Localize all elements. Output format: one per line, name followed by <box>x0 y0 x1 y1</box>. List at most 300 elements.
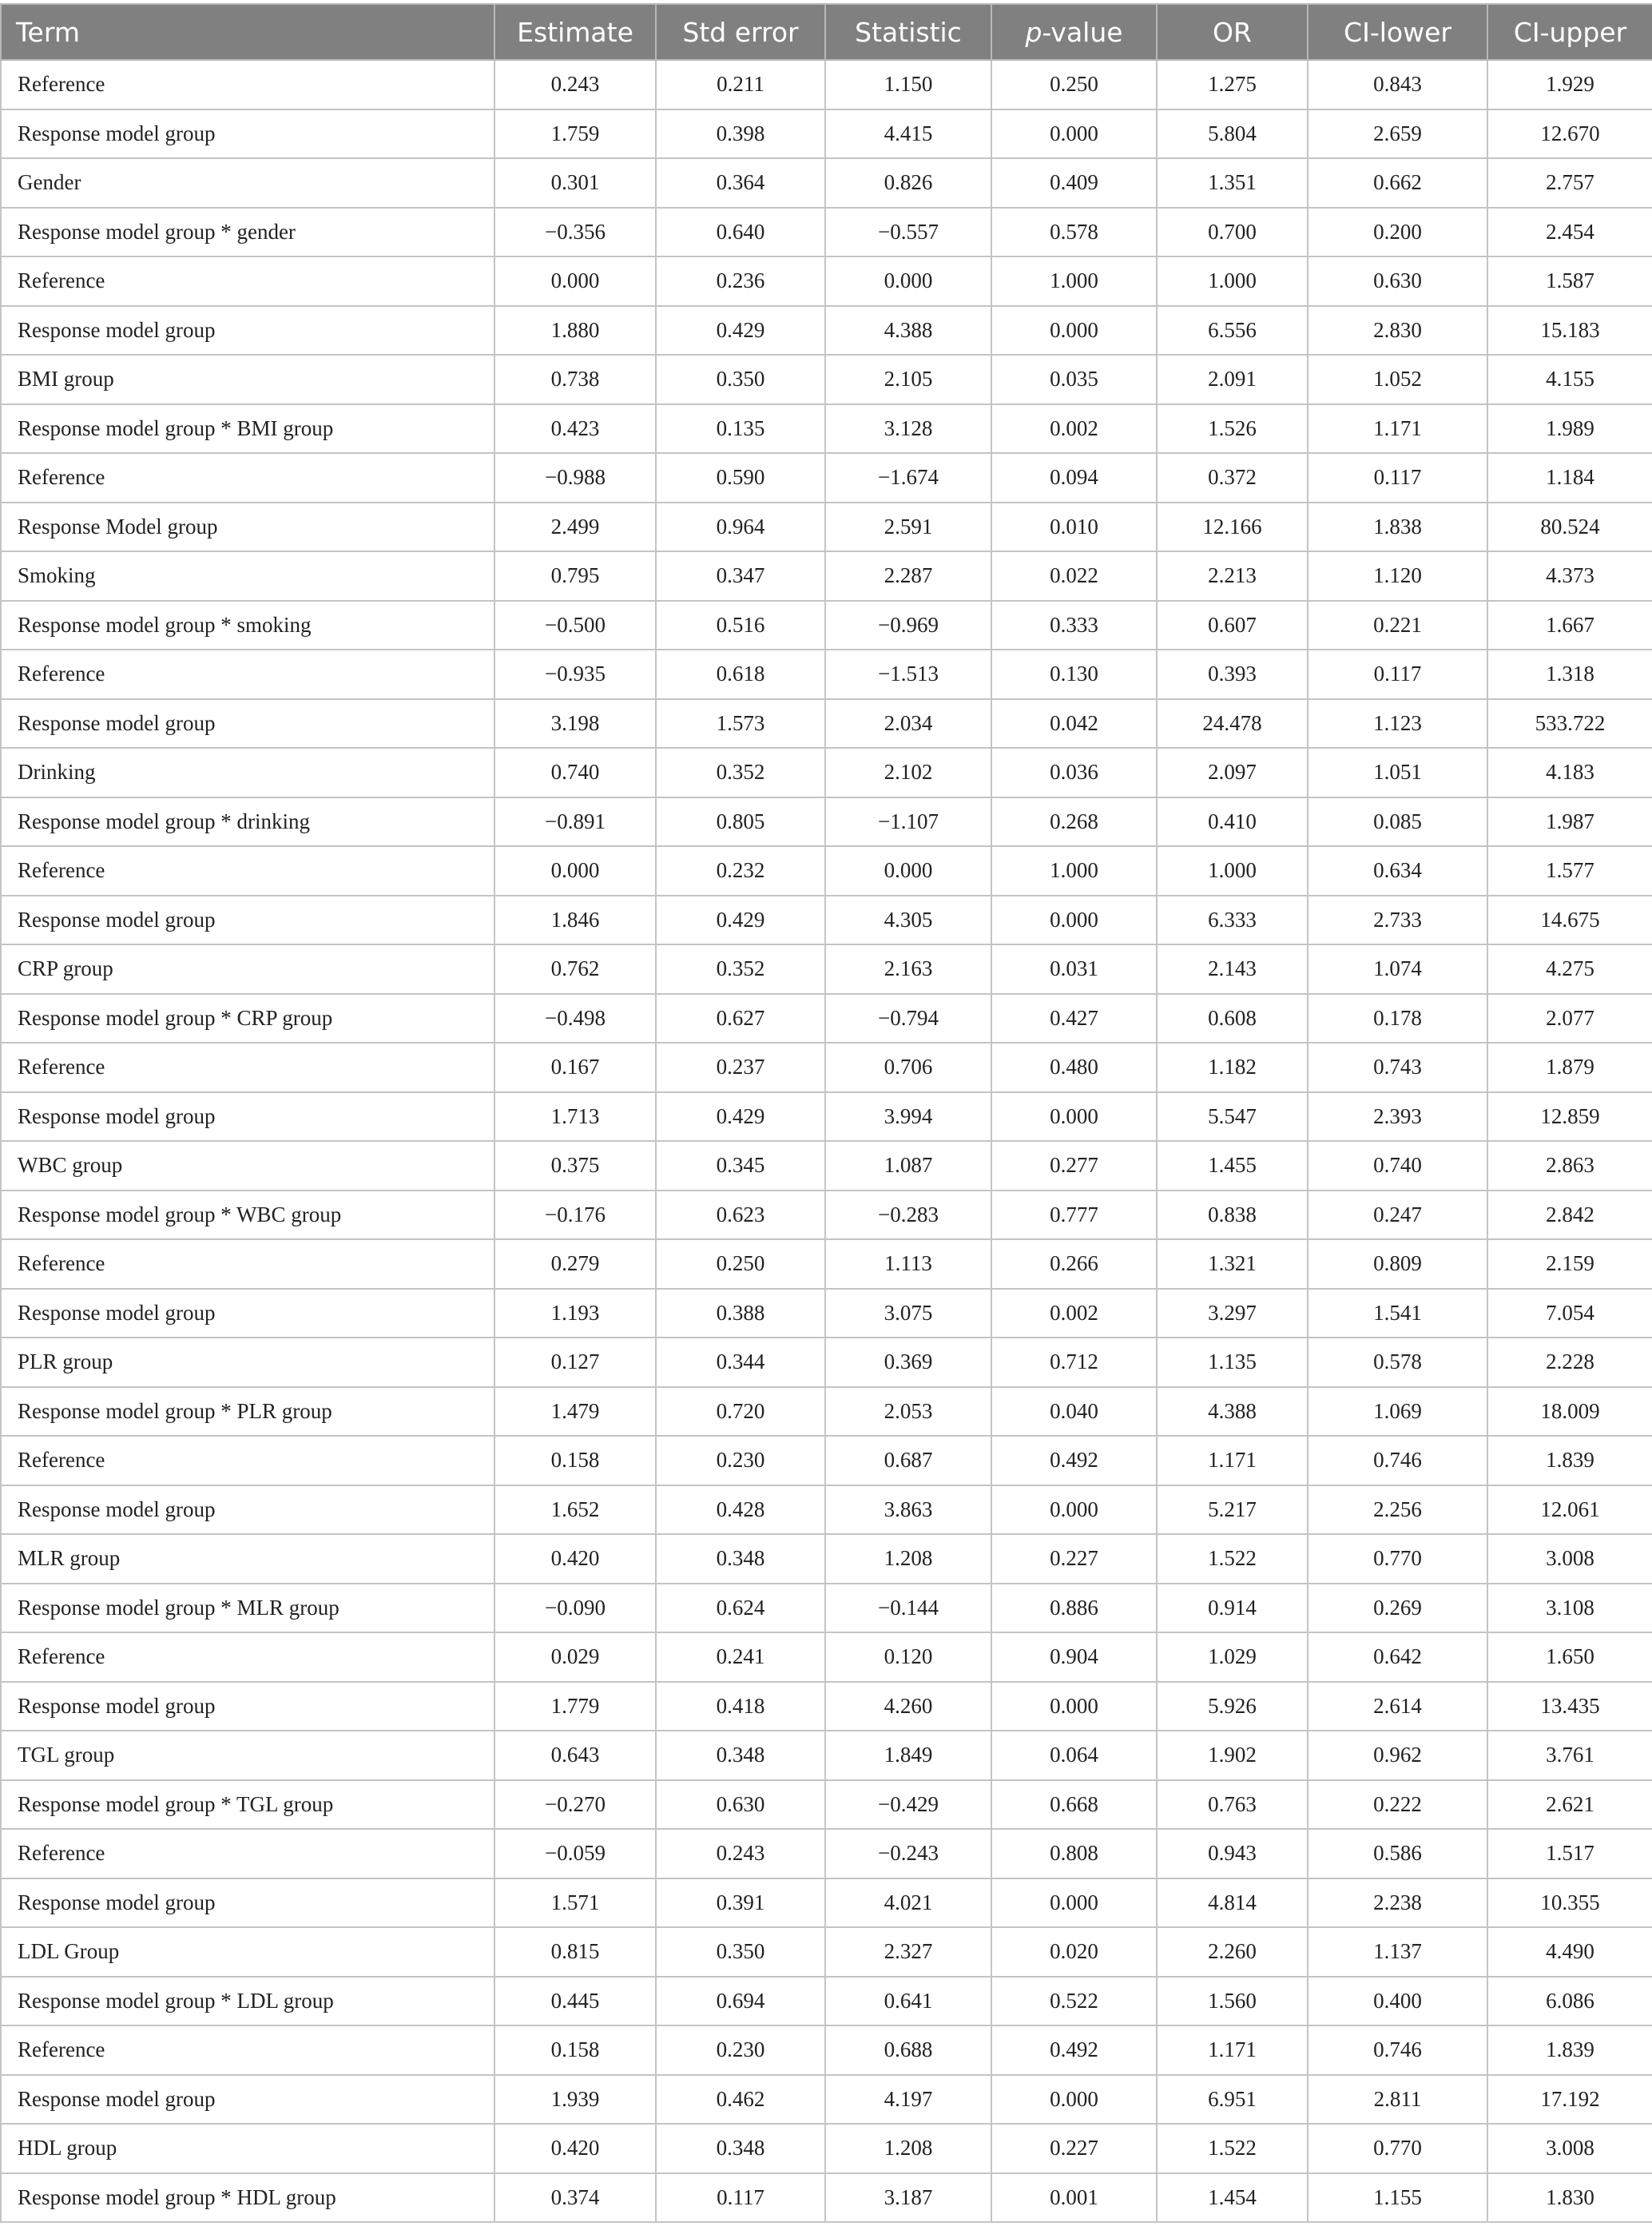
cell-ci-upper: 2.621 <box>1487 1780 1652 1830</box>
cell-term: Smoking <box>1 551 494 601</box>
cell-ci-lower: 2.733 <box>1308 896 1487 945</box>
cell-or: 5.926 <box>1157 1682 1308 1731</box>
cell-std-error: 0.347 <box>656 551 825 601</box>
table-row <box>1 1829 1652 1878</box>
cell-ci-upper: 3.108 <box>1487 1584 1652 1633</box>
cell-p-value: 0.000 <box>991 2075 1157 2125</box>
cell-or: 5.804 <box>1157 109 1308 159</box>
cell-ci-upper: 4.183 <box>1487 748 1652 797</box>
table-row <box>1 699 1652 749</box>
cell-p-value: 0.492 <box>991 1436 1157 1485</box>
cell-term: Reference <box>1 60 494 109</box>
cell-or: 0.372 <box>1157 453 1308 503</box>
cell-p-value: 0.777 <box>991 1191 1157 1240</box>
cell-or: 1.902 <box>1157 1731 1308 1780</box>
cell-ci-upper: 2.757 <box>1487 158 1652 208</box>
cell-or: 1.000 <box>1157 256 1308 306</box>
cell-ci-lower: 0.843 <box>1308 60 1487 109</box>
cell-estimate: 1.880 <box>494 306 656 356</box>
table-row <box>1 1977 1652 2026</box>
cell-term: PLR group <box>1 1338 494 1387</box>
cell-std-error: 0.429 <box>656 306 825 356</box>
cell-p-value: 0.042 <box>991 699 1157 749</box>
cell-or: 1.135 <box>1157 1338 1308 1387</box>
cell-std-error: 0.237 <box>656 1043 825 1092</box>
cell-ci-upper: 7.054 <box>1487 1289 1652 1338</box>
cell-or: 1.526 <box>1157 404 1308 454</box>
cell-std-error: 0.232 <box>656 846 825 896</box>
cell-statistic: 0.641 <box>825 1977 991 2026</box>
cell-statistic: 0.369 <box>825 1338 991 1387</box>
cell-or: 0.943 <box>1157 1829 1308 1878</box>
table-row <box>1 1436 1652 1485</box>
cell-term: Response model group * drinking <box>1 797 494 847</box>
cell-p-value: 1.000 <box>991 256 1157 306</box>
cell-p-value: 0.094 <box>991 453 1157 503</box>
cell-estimate: 0.158 <box>494 2025 656 2075</box>
cell-term: Response model group <box>1 1878 494 1928</box>
cell-std-error: 0.391 <box>656 1878 825 1928</box>
cell-ci-lower: 1.069 <box>1308 1387 1487 1437</box>
cell-ci-upper: 1.587 <box>1487 256 1652 306</box>
cell-std-error: 0.350 <box>656 1927 825 1977</box>
cell-p-value: 0.578 <box>991 208 1157 257</box>
cell-statistic: −0.429 <box>825 1780 991 1830</box>
cell-term: Reference <box>1 650 494 699</box>
cell-estimate: −0.498 <box>494 994 656 1043</box>
table-row <box>1 1780 1652 1830</box>
cell-p-value: 0.020 <box>991 1927 1157 1977</box>
cell-ci-upper: 1.929 <box>1487 60 1652 109</box>
cell-term: Response model group * BMI group <box>1 404 494 454</box>
cell-or: 0.393 <box>1157 650 1308 699</box>
table-row <box>1 1387 1652 1437</box>
cell-statistic: 0.706 <box>825 1043 991 1092</box>
cell-std-error: 0.230 <box>656 1436 825 1485</box>
cell-p-value: 0.266 <box>991 1239 1157 1289</box>
cell-or: 2.213 <box>1157 551 1308 601</box>
cell-p-value: 1.000 <box>991 846 1157 896</box>
cell-or: 1.321 <box>1157 1239 1308 1289</box>
cell-or: 6.951 <box>1157 2075 1308 2125</box>
header-std-error: Std error <box>656 4 825 60</box>
cell-ci-upper: 2.863 <box>1487 1141 1652 1191</box>
cell-or: 5.547 <box>1157 1092 1308 1142</box>
cell-ci-upper: 4.490 <box>1487 1927 1652 1977</box>
cell-term: Gender <box>1 158 494 208</box>
cell-std-error: 0.117 <box>656 2173 825 2223</box>
cell-ci-lower: 0.743 <box>1308 1043 1487 1092</box>
table-row <box>1 748 1652 797</box>
table-row <box>1 1878 1652 1928</box>
cell-ci-upper: 1.879 <box>1487 1043 1652 1092</box>
cell-term: Reference <box>1 1043 494 1092</box>
cell-term: Response model group <box>1 2075 494 2125</box>
cell-estimate: −0.891 <box>494 797 656 847</box>
cell-estimate: 0.445 <box>494 1977 656 2026</box>
table-row <box>1 650 1652 699</box>
cell-std-error: 0.135 <box>656 404 825 454</box>
cell-std-error: 0.428 <box>656 1485 825 1535</box>
cell-estimate: −0.500 <box>494 601 656 650</box>
table-row <box>1 2075 1652 2125</box>
cell-ci-upper: 1.517 <box>1487 1829 1652 1878</box>
table-row <box>1 355 1652 404</box>
cell-std-error: 0.624 <box>656 1584 825 1633</box>
cell-or: 24.478 <box>1157 699 1308 749</box>
header-ci-upper: CI-upper <box>1487 4 1652 60</box>
cell-std-error: 0.398 <box>656 109 825 159</box>
cell-statistic: −0.969 <box>825 601 991 650</box>
cell-ci-lower: 0.400 <box>1308 1977 1487 2026</box>
cell-or: 3.297 <box>1157 1289 1308 1338</box>
cell-estimate: 1.193 <box>494 1289 656 1338</box>
cell-term: Reference <box>1 453 494 503</box>
cell-estimate: −0.356 <box>494 208 656 257</box>
cell-or: 0.608 <box>1157 994 1308 1043</box>
table-row <box>1 256 1652 306</box>
cell-term: Response Model group <box>1 503 494 552</box>
cell-or: 2.260 <box>1157 1927 1308 1977</box>
cell-ci-upper: 2.077 <box>1487 994 1652 1043</box>
cell-ci-lower: 0.642 <box>1308 1632 1487 1682</box>
cell-term: Response model group * LDL group <box>1 1977 494 2026</box>
table-row <box>1 1191 1652 1240</box>
cell-term: Response model group <box>1 109 494 159</box>
table-row <box>1 60 1652 109</box>
cell-term: Response model group <box>1 896 494 945</box>
cell-ci-lower: 1.838 <box>1308 503 1487 552</box>
table-row <box>1 2124 1652 2173</box>
cell-or: 6.556 <box>1157 306 1308 356</box>
cell-p-value: 0.035 <box>991 355 1157 404</box>
cell-ci-lower: 2.830 <box>1308 306 1487 356</box>
cell-estimate: 1.759 <box>494 109 656 159</box>
cell-estimate: −0.988 <box>494 453 656 503</box>
cell-ci-lower: 1.123 <box>1308 699 1487 749</box>
table-row <box>1 896 1652 945</box>
cell-p-value: 0.227 <box>991 1534 1157 1584</box>
cell-std-error: 0.630 <box>656 1780 825 1830</box>
cell-or: 6.333 <box>1157 896 1308 945</box>
cell-statistic: 0.120 <box>825 1632 991 1682</box>
table-body <box>1 60 1652 2222</box>
cell-or: 1.454 <box>1157 2173 1308 2223</box>
header-ci-lower: CI-lower <box>1308 4 1487 60</box>
cell-estimate: 0.740 <box>494 748 656 797</box>
cell-std-error: 0.348 <box>656 1731 825 1780</box>
table-row <box>1 208 1652 257</box>
cell-ci-lower: 0.247 <box>1308 1191 1487 1240</box>
cell-ci-lower: 0.630 <box>1308 256 1487 306</box>
cell-ci-upper: 3.008 <box>1487 1534 1652 1584</box>
cell-estimate: 2.499 <box>494 503 656 552</box>
cell-p-value: 0.480 <box>991 1043 1157 1092</box>
cell-or: 4.814 <box>1157 1878 1308 1928</box>
cell-ci-upper: 3.761 <box>1487 1731 1652 1780</box>
cell-estimate: 1.571 <box>494 1878 656 1928</box>
cell-statistic: −0.243 <box>825 1829 991 1878</box>
cell-or: 0.914 <box>1157 1584 1308 1633</box>
cell-std-error: 0.364 <box>656 158 825 208</box>
cell-term: Reference <box>1 1436 494 1485</box>
table-row <box>1 797 1652 847</box>
cell-p-value: 0.227 <box>991 2124 1157 2173</box>
cell-ci-lower: 0.586 <box>1308 1829 1487 1878</box>
cell-estimate: −0.270 <box>494 1780 656 1830</box>
cell-ci-upper: 1.839 <box>1487 1436 1652 1485</box>
cell-statistic: 2.287 <box>825 551 991 601</box>
cell-or: 4.388 <box>1157 1387 1308 1437</box>
cell-std-error: 0.429 <box>656 896 825 945</box>
cell-ci-upper: 2.842 <box>1487 1191 1652 1240</box>
cell-ci-lower: 0.117 <box>1308 453 1487 503</box>
cell-p-value: 0.031 <box>991 944 1157 994</box>
cell-estimate: 1.846 <box>494 896 656 945</box>
cell-estimate: 0.000 <box>494 256 656 306</box>
cell-statistic: 1.113 <box>825 1239 991 1289</box>
cell-ci-upper: 12.859 <box>1487 1092 1652 1142</box>
cell-estimate: −0.090 <box>494 1584 656 1633</box>
cell-statistic: 4.197 <box>825 2075 991 2125</box>
cell-or: 0.700 <box>1157 208 1308 257</box>
table-row <box>1 1632 1652 1682</box>
cell-ci-lower: 0.200 <box>1308 208 1487 257</box>
cell-statistic: 0.687 <box>825 1436 991 1485</box>
cell-term: TGL group <box>1 1731 494 1780</box>
cell-ci-upper: 15.183 <box>1487 306 1652 356</box>
cell-term: Response model group * TGL group <box>1 1780 494 1830</box>
table-row <box>1 601 1652 650</box>
cell-term: Reference <box>1 1239 494 1289</box>
cell-statistic: 3.075 <box>825 1289 991 1338</box>
cell-std-error: 0.352 <box>656 944 825 994</box>
cell-estimate: 0.158 <box>494 1436 656 1485</box>
cell-ci-upper: 13.435 <box>1487 1682 1652 1731</box>
cell-std-error: 0.805 <box>656 797 825 847</box>
cell-term: Reference <box>1 1829 494 1878</box>
cell-term: Response model group <box>1 1485 494 1535</box>
cell-or: 1.000 <box>1157 846 1308 896</box>
cell-estimate: 0.738 <box>494 355 656 404</box>
cell-term: Response model group <box>1 1682 494 1731</box>
cell-ci-lower: 1.137 <box>1308 1927 1487 1977</box>
cell-std-error: 0.344 <box>656 1338 825 1387</box>
cell-statistic: −0.557 <box>825 208 991 257</box>
cell-p-value: 0.130 <box>991 650 1157 699</box>
cell-std-error: 0.236 <box>656 256 825 306</box>
cell-ci-lower: 0.662 <box>1308 158 1487 208</box>
cell-ci-upper: 10.355 <box>1487 1878 1652 1928</box>
cell-ci-upper: 1.577 <box>1487 846 1652 896</box>
cell-ci-lower: 0.740 <box>1308 1141 1487 1191</box>
cell-term: CRP group <box>1 944 494 994</box>
cell-ci-lower: 1.074 <box>1308 944 1487 994</box>
cell-ci-lower: 0.634 <box>1308 846 1487 896</box>
cell-estimate: 0.762 <box>494 944 656 994</box>
cell-std-error: 0.241 <box>656 1632 825 1682</box>
cell-p-value: 0.000 <box>991 1878 1157 1928</box>
cell-ci-upper: 1.184 <box>1487 453 1652 503</box>
cell-std-error: 0.250 <box>656 1239 825 1289</box>
cell-statistic: 3.187 <box>825 2173 991 2223</box>
table-row <box>1 1534 1652 1584</box>
table-row <box>1 1338 1652 1387</box>
cell-estimate: 0.420 <box>494 1534 656 1584</box>
header-or: OR <box>1157 4 1308 60</box>
cell-p-value: 0.000 <box>991 306 1157 356</box>
table-row <box>1 109 1652 159</box>
cell-ci-upper: 80.524 <box>1487 503 1652 552</box>
cell-std-error: 0.720 <box>656 1387 825 1437</box>
cell-estimate: 0.815 <box>494 1927 656 1977</box>
cell-p-value: 0.064 <box>991 1731 1157 1780</box>
cell-or: 1.029 <box>1157 1632 1308 1682</box>
cell-ci-upper: 2.159 <box>1487 1239 1652 1289</box>
cell-p-value: 0.002 <box>991 1289 1157 1338</box>
cell-ci-lower: 1.051 <box>1308 748 1487 797</box>
cell-statistic: −1.674 <box>825 453 991 503</box>
cell-p-value: 0.000 <box>991 1092 1157 1142</box>
cell-p-value: 0.010 <box>991 503 1157 552</box>
cell-statistic: 2.327 <box>825 1927 991 1977</box>
header-p-suffix: -value <box>1042 16 1123 48</box>
cell-p-value: 0.808 <box>991 1829 1157 1878</box>
cell-p-value: 0.333 <box>991 601 1157 650</box>
cell-p-value: 0.277 <box>991 1141 1157 1191</box>
cell-statistic: 2.102 <box>825 748 991 797</box>
table-row <box>1 551 1652 601</box>
cell-term: Response model group * PLR group <box>1 1387 494 1437</box>
cell-std-error: 0.462 <box>656 2075 825 2125</box>
cell-statistic: 2.034 <box>825 699 991 749</box>
cell-p-value: 0.001 <box>991 2173 1157 2223</box>
cell-statistic: 2.105 <box>825 355 991 404</box>
cell-p-value: 0.712 <box>991 1338 1157 1387</box>
cell-ci-lower: 0.746 <box>1308 1436 1487 1485</box>
cell-ci-lower: 1.120 <box>1308 551 1487 601</box>
cell-estimate: −0.935 <box>494 650 656 699</box>
cell-std-error: 0.243 <box>656 1829 825 1878</box>
cell-estimate: 0.375 <box>494 1141 656 1191</box>
cell-std-error: 0.618 <box>656 650 825 699</box>
cell-estimate: 0.243 <box>494 60 656 109</box>
cell-ci-lower: 2.238 <box>1308 1878 1487 1928</box>
cell-ci-lower: 0.578 <box>1308 1338 1487 1387</box>
cell-ci-upper: 14.675 <box>1487 896 1652 945</box>
cell-std-error: 0.388 <box>656 1289 825 1338</box>
table-row <box>1 1043 1652 1092</box>
header-p-value <box>991 4 1157 60</box>
table-row <box>1 994 1652 1043</box>
cell-ci-lower: 2.393 <box>1308 1092 1487 1142</box>
cell-ci-upper: 4.155 <box>1487 355 1652 404</box>
cell-statistic: 2.053 <box>825 1387 991 1437</box>
cell-estimate: 0.127 <box>494 1338 656 1387</box>
cell-or: 1.522 <box>1157 2124 1308 2173</box>
cell-ci-upper: 12.061 <box>1487 1485 1652 1535</box>
table-row <box>1 1731 1652 1780</box>
cell-statistic: −0.144 <box>825 1584 991 1633</box>
cell-p-value: 0.409 <box>991 158 1157 208</box>
cell-statistic: 3.128 <box>825 404 991 454</box>
cell-statistic: 1.087 <box>825 1141 991 1191</box>
cell-ci-upper: 12.670 <box>1487 109 1652 159</box>
cell-ci-lower: 1.541 <box>1308 1289 1487 1338</box>
cell-ci-upper: 533.722 <box>1487 699 1652 749</box>
cell-ci-lower: 1.052 <box>1308 355 1487 404</box>
cell-ci-lower: 1.155 <box>1308 2173 1487 2223</box>
cell-estimate: 0.643 <box>494 1731 656 1780</box>
cell-term: MLR group <box>1 1534 494 1584</box>
cell-std-error: 0.516 <box>656 601 825 650</box>
table-row <box>1 2173 1652 2223</box>
cell-term: Reference <box>1 256 494 306</box>
cell-term: Drinking <box>1 748 494 797</box>
cell-estimate: 0.000 <box>494 846 656 896</box>
cell-or: 1.171 <box>1157 2025 1308 2075</box>
cell-ci-upper: 18.009 <box>1487 1387 1652 1437</box>
cell-ci-lower: 0.178 <box>1308 994 1487 1043</box>
cell-term: Response model group * gender <box>1 208 494 257</box>
cell-estimate: 0.029 <box>494 1632 656 1682</box>
cell-std-error: 0.640 <box>656 208 825 257</box>
cell-std-error: 0.348 <box>656 2124 825 2173</box>
cell-statistic: −0.283 <box>825 1191 991 1240</box>
cell-statistic: 4.415 <box>825 109 991 159</box>
cell-ci-upper: 1.318 <box>1487 650 1652 699</box>
cell-ci-upper: 2.228 <box>1487 1338 1652 1387</box>
cell-term: Response model group <box>1 699 494 749</box>
cell-ci-lower: 0.809 <box>1308 1239 1487 1289</box>
cell-or: 0.838 <box>1157 1191 1308 1240</box>
cell-estimate: 1.713 <box>494 1092 656 1142</box>
cell-or: 1.522 <box>1157 1534 1308 1584</box>
cell-ci-upper: 4.373 <box>1487 551 1652 601</box>
cell-estimate: 1.479 <box>494 1387 656 1437</box>
cell-term: HDL group <box>1 2124 494 2173</box>
cell-statistic: 4.260 <box>825 1682 991 1731</box>
cell-estimate: 0.301 <box>494 158 656 208</box>
cell-ci-upper: 1.650 <box>1487 1632 1652 1682</box>
table-row <box>1 2025 1652 2075</box>
cell-p-value: 0.492 <box>991 2025 1157 2075</box>
cell-p-value: 0.000 <box>991 1682 1157 1731</box>
cell-or: 12.166 <box>1157 503 1308 552</box>
cell-term: Reference <box>1 1632 494 1682</box>
header-row <box>1 4 1652 60</box>
header-estimate: Estimate <box>494 4 656 60</box>
cell-estimate: 3.198 <box>494 699 656 749</box>
cell-or: 5.217 <box>1157 1485 1308 1535</box>
table-row <box>1 944 1652 994</box>
cell-std-error: 0.964 <box>656 503 825 552</box>
cell-estimate: 0.374 <box>494 2173 656 2223</box>
cell-or: 0.607 <box>1157 601 1308 650</box>
cell-estimate: 0.279 <box>494 1239 656 1289</box>
cell-term: LDL Group <box>1 1927 494 1977</box>
cell-ci-lower: 0.770 <box>1308 1534 1487 1584</box>
cell-p-value: 0.000 <box>991 896 1157 945</box>
cell-p-value: 0.000 <box>991 1485 1157 1535</box>
table-row <box>1 1927 1652 1977</box>
cell-term: BMI group <box>1 355 494 404</box>
cell-statistic: 1.849 <box>825 1731 991 1780</box>
cell-ci-upper: 1.830 <box>1487 2173 1652 2223</box>
cell-statistic: 2.591 <box>825 503 991 552</box>
cell-ci-lower: 2.811 <box>1308 2075 1487 2125</box>
cell-p-value: 0.886 <box>991 1584 1157 1633</box>
